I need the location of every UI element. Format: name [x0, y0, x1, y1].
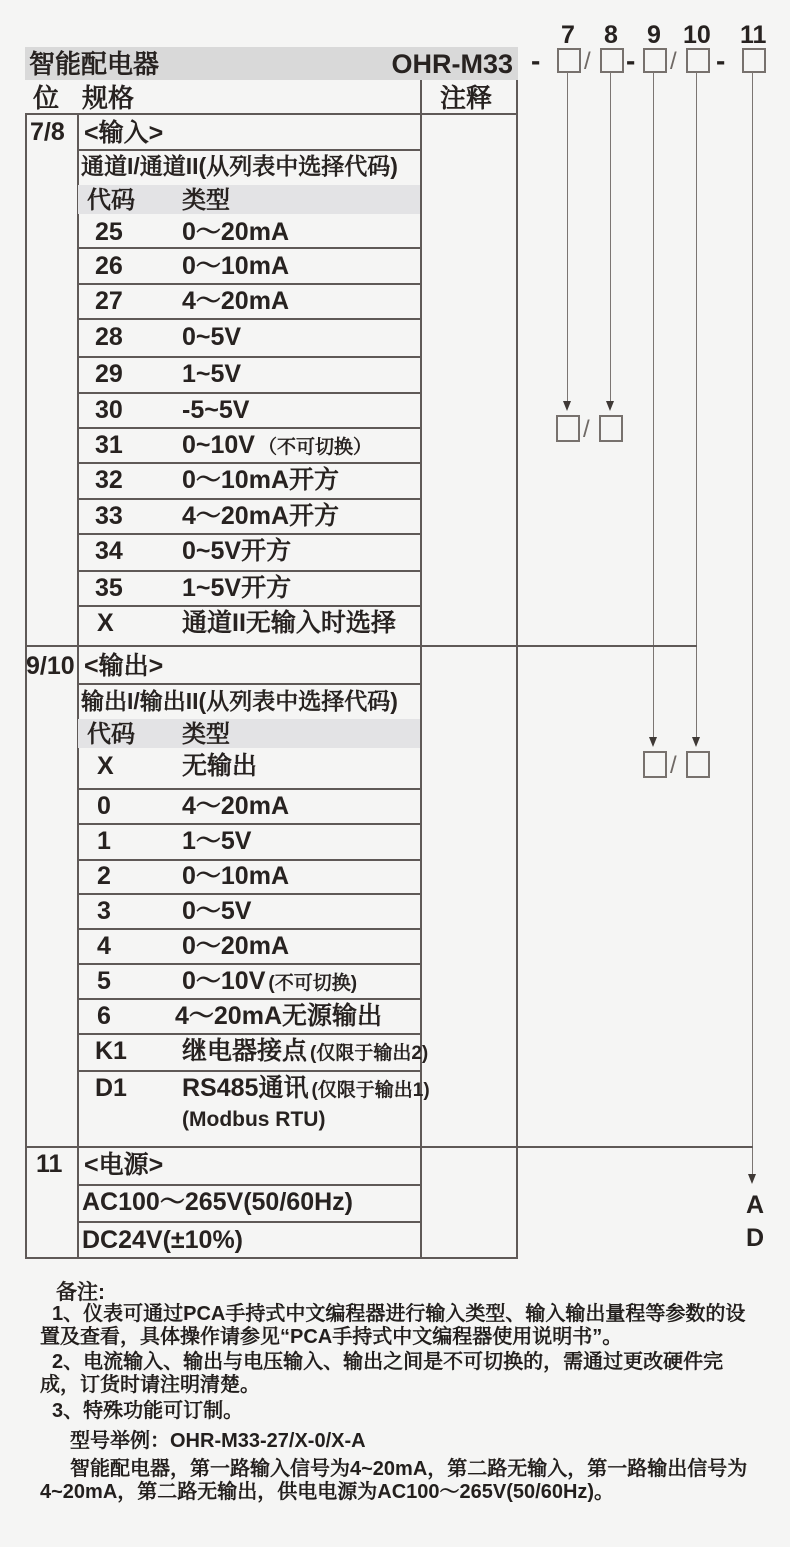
grid-line [25, 1257, 518, 1259]
row-type: 通道II无输入时选择 [182, 609, 396, 637]
power-code-a: A [746, 1191, 765, 1219]
digit-8: 8 [604, 21, 618, 49]
row-code: 32 [95, 466, 123, 494]
digit-10: 10 [683, 21, 711, 49]
row-code: D1 [95, 1074, 127, 1102]
dash-separator: - [626, 45, 636, 76]
grid-line [77, 462, 420, 464]
row-code: 30 [95, 396, 123, 424]
row-code: 26 [95, 252, 123, 280]
row-type-note: (仅限于输出2) [310, 1043, 429, 1064]
remarks-label: 备注: [56, 1281, 105, 1304]
grid-line [25, 113, 27, 1259]
row-type-main: RS485通讯 [182, 1074, 309, 1102]
grid-line [77, 318, 420, 320]
grid-line [77, 1070, 420, 1072]
type-header: 类型 [182, 721, 230, 748]
row-type: 0～20mA [182, 932, 289, 960]
row-code: 28 [95, 323, 123, 351]
row-type-main: 0～10V [182, 967, 266, 995]
type-header: 类型 [182, 187, 230, 214]
row-type: 0～20mA [182, 218, 289, 246]
row-code: 4 [97, 932, 111, 960]
row-type: 0～5V [182, 897, 252, 925]
row-type: 1～5V [182, 827, 252, 855]
row-code: 35 [95, 574, 123, 602]
section-title-output: <输出> [84, 652, 164, 680]
code-box-7 [557, 48, 581, 73]
row-type: 0～10mA [182, 252, 289, 280]
digit-9: 9 [647, 21, 661, 49]
row-code: X [97, 752, 114, 780]
grid-line [77, 963, 420, 965]
row-type: 0～10mA [182, 862, 289, 890]
power-code-d: D [746, 1224, 765, 1252]
slash-separator: / [583, 416, 590, 443]
grid-line [77, 1033, 420, 1035]
row-code: 27 [95, 287, 123, 315]
leader-line-11 [752, 72, 753, 1175]
grid-line [77, 1221, 420, 1223]
row-type: 0~5V [182, 323, 242, 351]
target-box-7 [556, 415, 580, 442]
row-code: 1 [97, 827, 111, 855]
grid-line [77, 683, 420, 685]
row-code: 2 [97, 862, 111, 890]
grid-line [77, 859, 420, 861]
row-code: 6 [97, 1002, 111, 1030]
code-box-9 [643, 48, 667, 73]
code-header: 代码 [87, 187, 135, 214]
row-type-note2: (Modbus RTU) [182, 1108, 326, 1131]
slash-separator: / [670, 48, 677, 75]
row-type [182, 1037, 428, 1066]
row-type [182, 967, 357, 996]
digit-11: 11 [740, 21, 767, 49]
target-box-10 [686, 751, 710, 778]
code-header: 代码 [87, 721, 135, 748]
row-type [182, 1074, 430, 1103]
page-title: 智能配电器 [29, 49, 160, 79]
arrow-down-icon [563, 401, 571, 411]
row-code: X [97, 609, 114, 637]
section-divider [25, 645, 697, 647]
column-header-pos: 位 [33, 83, 60, 113]
row-code: 5 [97, 967, 111, 995]
row-type: -5~5V [182, 396, 250, 424]
section-title-input: <输入> [84, 119, 164, 147]
dash-separator: - [716, 45, 726, 76]
dash-separator: - [531, 45, 541, 76]
arrow-down-icon [649, 737, 657, 747]
row-type: 1~5V [182, 360, 242, 388]
grid-line [25, 113, 518, 115]
grid-line [77, 928, 420, 930]
row-type: 0~5V开方 [182, 537, 292, 565]
row-code: 29 [95, 360, 123, 388]
target-box-9 [643, 751, 667, 778]
grid-line [77, 356, 420, 358]
grid-line [77, 392, 420, 394]
grid-line [77, 427, 420, 429]
grid-line [77, 998, 420, 1000]
row-code: 31 [95, 431, 123, 459]
column-header-spec: 规格 [82, 83, 135, 113]
section-subtitle: 输出I/输出II(从列表中选择代码) [81, 688, 398, 714]
code-box-10 [686, 48, 710, 73]
row-code: 34 [95, 537, 123, 565]
slash-separator: / [584, 48, 591, 75]
example-description: 智能配电器，第一路输入信号为4~20mA，第二路无输入，第一路输出信号为4~20mA，第二路无输出，供电电源为AC100～265V(50/60Hz)。 [40, 1458, 748, 1503]
row-type-note: （不可切换） [258, 437, 373, 458]
section-pos-910: 9/10 [26, 652, 75, 680]
grid-line [77, 893, 420, 895]
grid-line [77, 247, 420, 249]
grid-line [77, 149, 420, 151]
arrow-down-icon [748, 1174, 756, 1184]
section-divider [25, 1146, 753, 1148]
row-type [182, 431, 372, 460]
row-type: DC24V(±10%) [82, 1226, 243, 1254]
row-type: 1~5V开方 [182, 574, 292, 602]
code-box-11 [742, 48, 766, 73]
column-header-note: 注释 [440, 83, 493, 113]
row-type-main: 继电器接点 [182, 1037, 308, 1065]
leader-line-9 [653, 72, 654, 738]
row-type: 4～20mA开方 [182, 502, 339, 530]
remark-item-2: 2、电流输入、输出与电压输入、输出之间是不可切换的，需通过更改硬件完成，订货时请注明清楚。 [40, 1351, 724, 1396]
row-code: 33 [95, 502, 123, 530]
remark-item-1: 1、仪表可通过PCA手持式中文编程器进行输入类型、输入输出量程等参数的设置及查看，具体操作请参见“PCA手持式中文编程器使用说明书”。 [40, 1303, 746, 1348]
section-title-power: <电源> [84, 1151, 164, 1179]
arrow-down-icon [692, 737, 700, 747]
row-type-note: (不可切换) [268, 973, 358, 994]
row-type: 无输出 [182, 752, 258, 780]
row-type: 0～10mA开方 [182, 466, 339, 494]
remark-item-3: 3、特殊功能可订制。 [52, 1400, 244, 1422]
example-label: 型号举例：OHR-M33-27/X-0/X-A [70, 1430, 366, 1452]
leader-line-10 [696, 72, 697, 738]
arrow-down-icon [606, 401, 614, 411]
leader-line-7 [567, 72, 568, 402]
section-subtitle: 通道I/通道II(从列表中选择代码) [81, 153, 398, 179]
grid-line [77, 533, 420, 535]
slash-separator: / [670, 752, 677, 779]
row-type: 4～20mA无源输出 [175, 1002, 382, 1030]
target-box-8 [599, 415, 623, 442]
row-code: 0 [97, 792, 111, 820]
row-code: K1 [95, 1037, 127, 1065]
row-type: 4～20mA [182, 792, 289, 820]
grid-line [77, 788, 420, 790]
digit-7: 7 [561, 21, 575, 49]
grid-line [77, 498, 420, 500]
model-number: OHR-M33 [391, 49, 513, 79]
row-type-main: 0~10V [182, 431, 255, 459]
grid-line [77, 1184, 420, 1186]
section-pos-11: 11 [36, 1150, 63, 1178]
row-code: 3 [97, 897, 111, 925]
grid-line [77, 570, 420, 572]
row-type: AC100～265V(50/60Hz) [82, 1188, 353, 1216]
grid-line [516, 80, 518, 1259]
row-code: 25 [95, 218, 123, 246]
grid-line [77, 605, 420, 607]
code-box-8 [600, 48, 624, 73]
row-type: 4～20mA [182, 287, 289, 315]
grid-line [77, 283, 420, 285]
section-pos-78: 7/8 [30, 118, 65, 146]
leader-line-8 [610, 72, 611, 402]
row-type-note: (仅限于输出1) [311, 1080, 430, 1101]
grid-line [77, 823, 420, 825]
